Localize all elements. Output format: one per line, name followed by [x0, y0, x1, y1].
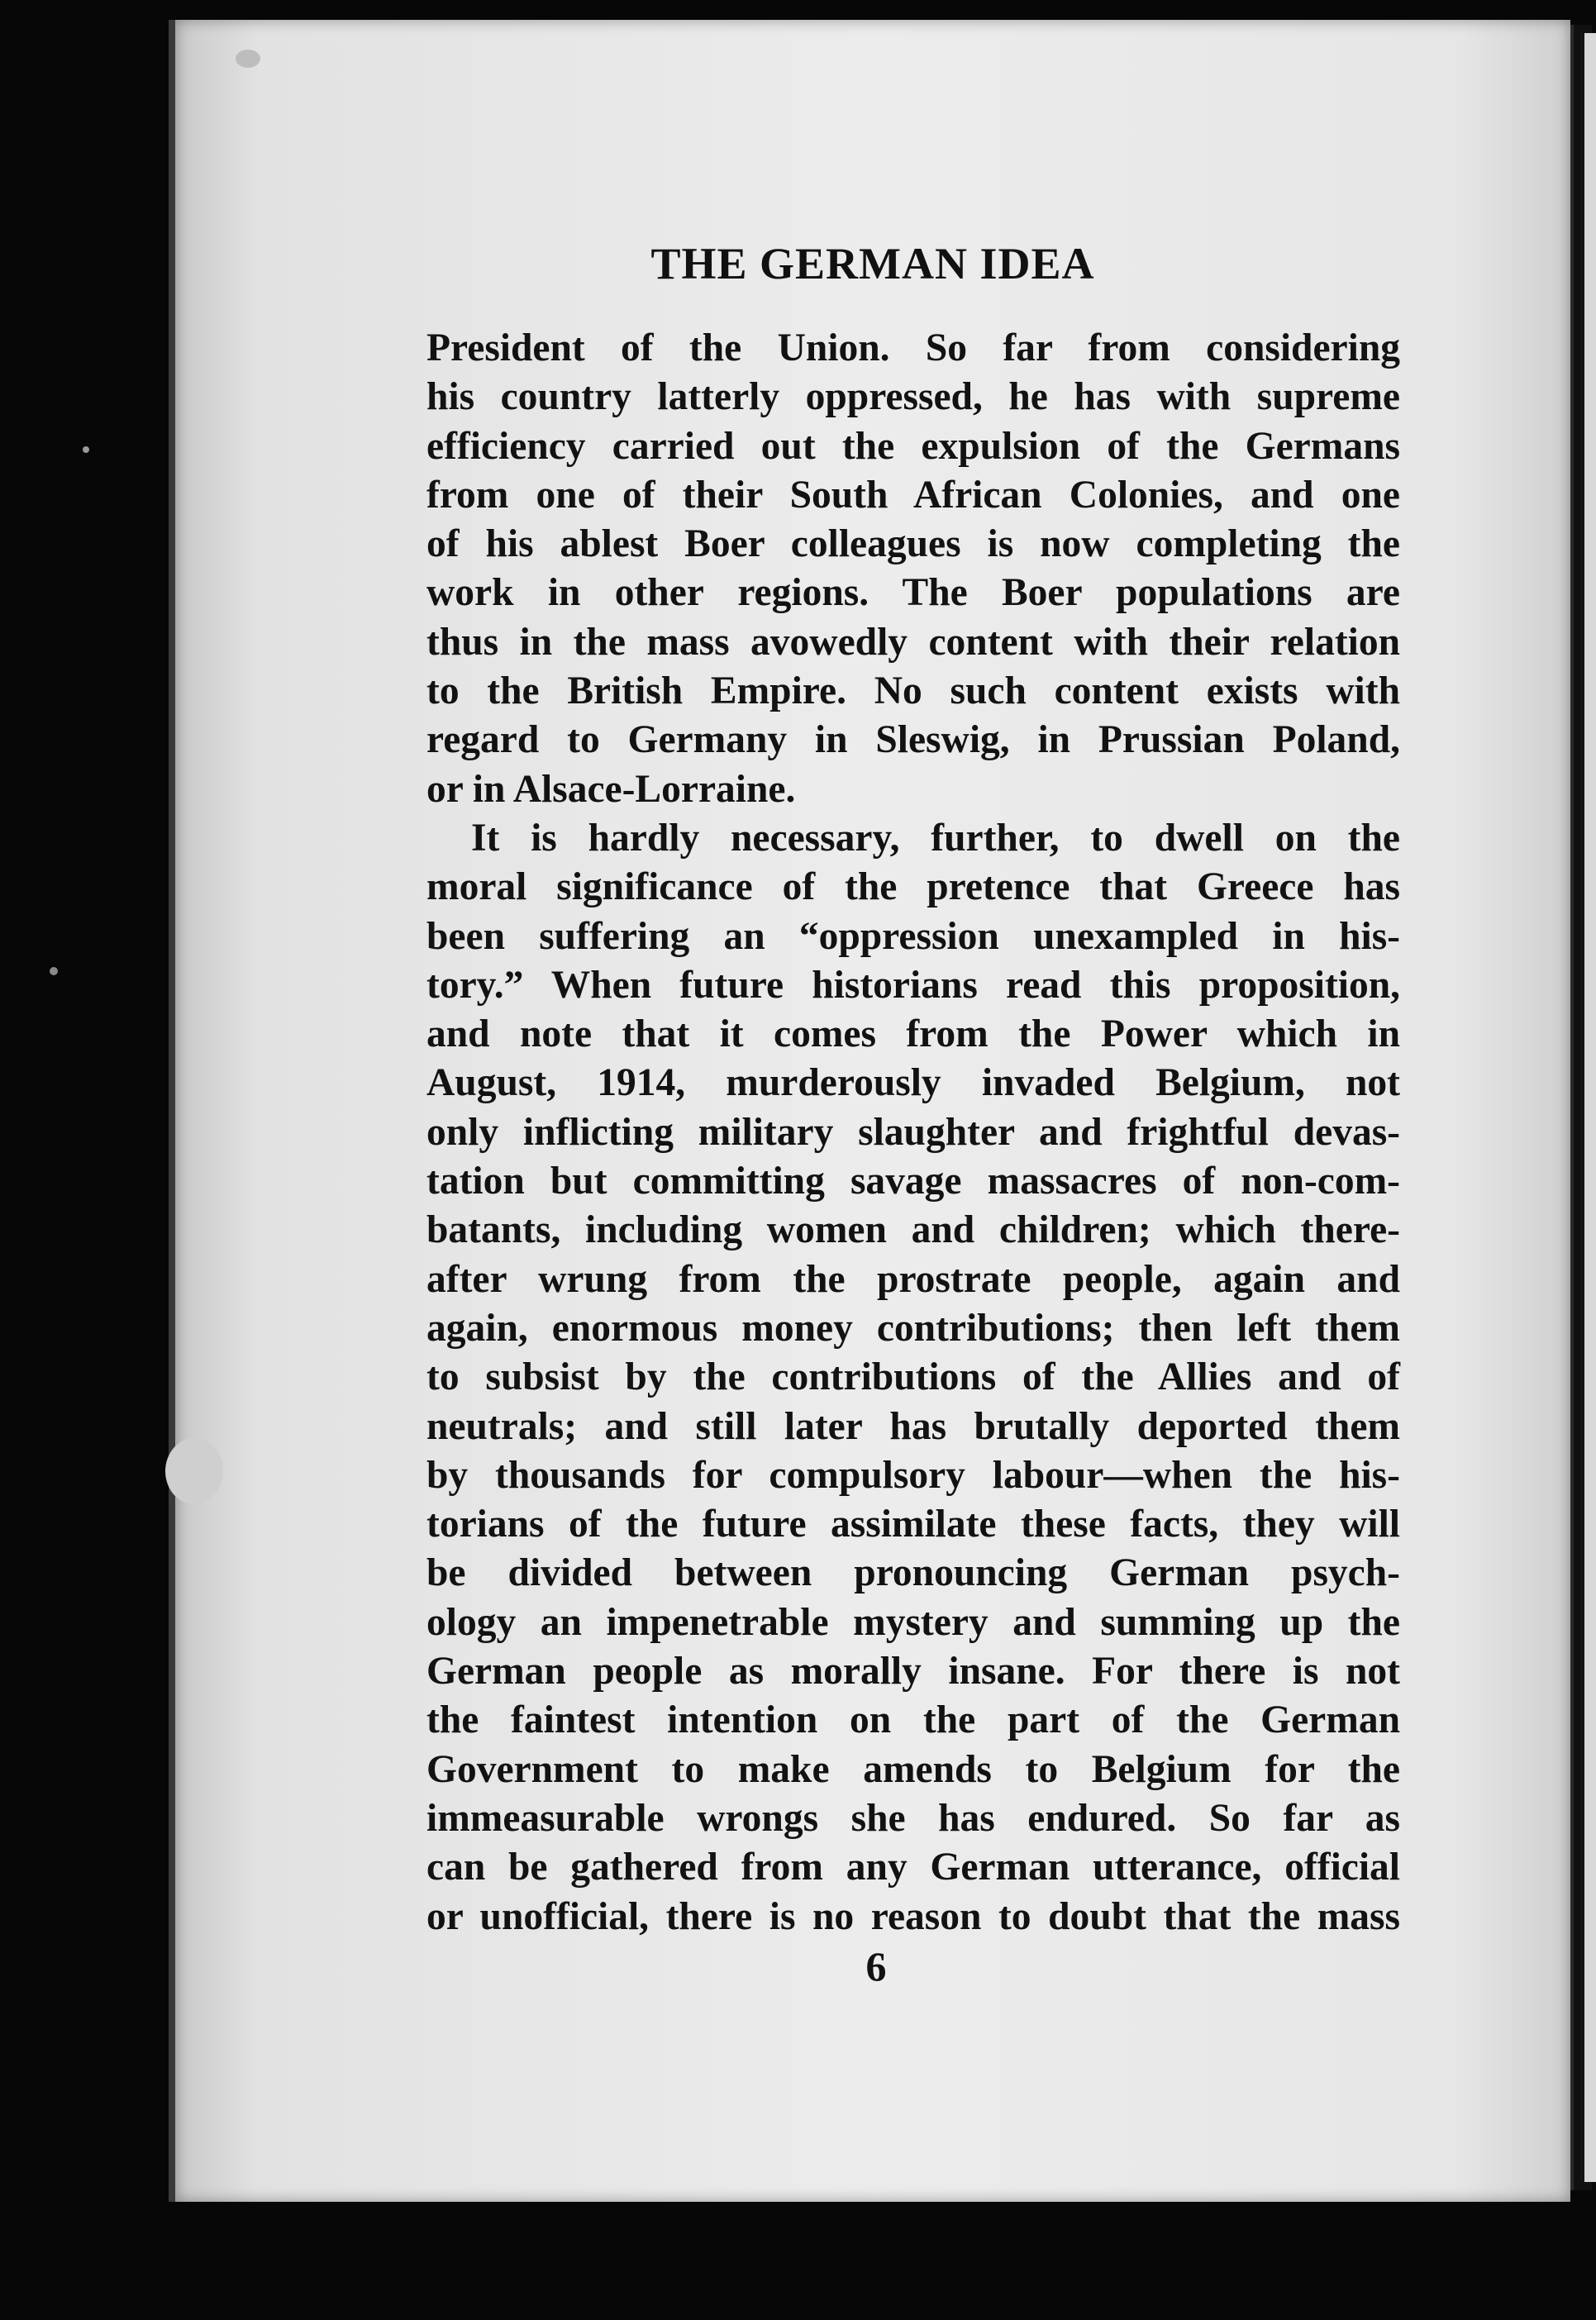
- text-line: been suffering an “oppression unexampled in his-: [426, 914, 1400, 958]
- text-line: ology an impenetrable mystery and summing up the: [426, 1600, 1400, 1644]
- text-line: his country latterly oppressed, he has with supreme: [426, 375, 1400, 419]
- text-line: torians of the future assimilate these facts, they will: [426, 1503, 1400, 1546]
- text-line: to the British Empire. No such content exists with: [426, 669, 1400, 713]
- text-line: batants, including women and children; which there-: [426, 1208, 1400, 1252]
- running-head: THE GERMAN IDEA: [650, 239, 1095, 288]
- text-line: only inflicting military slaughter and frightful devas-: [426, 1110, 1400, 1154]
- text-line: efficiency carried out the expulsion of the Germans: [426, 424, 1400, 468]
- text-line: work in other regions. The Boer populations are: [426, 571, 1400, 615]
- page-number: 6: [865, 1943, 887, 1989]
- text-line: and note that it comes from the Power which in: [426, 1012, 1400, 1056]
- text-line: It is hardly necessary, further, to dwell on the: [471, 816, 1400, 860]
- text-line: after wrung from the prostrate people, again and: [426, 1257, 1400, 1301]
- text-line: German people as morally insane. For there is not: [426, 1650, 1400, 1694]
- scan-speck: [50, 967, 58, 975]
- text-line: of his ablest Boer colleagues is now completing the: [426, 522, 1400, 566]
- text-line: President of the Union. So far from considering: [426, 326, 1400, 369]
- text-line: regard to Germany in Sleswig, in Prussian Poland,: [426, 718, 1400, 762]
- text-line: from one of their South African Colonies, and one: [426, 473, 1400, 517]
- text-line: thus in the mass avowedly content with their relation: [426, 620, 1400, 664]
- text-line: tation but committing savage massacres of non-com-: [426, 1160, 1400, 1203]
- text-line: neutrals; and still later has brutally deported them: [426, 1404, 1400, 1448]
- text-line: be divided between pronouncing German psych-: [426, 1551, 1400, 1595]
- text-line: tory.” When future historians read this proposition,: [426, 963, 1400, 1007]
- body-text: [426, 324, 1400, 1941]
- adjacent-page-edge: [1580, 33, 1596, 2182]
- text-line: or in Alsace-Lorraine.: [426, 767, 796, 811]
- scan-speck: [236, 50, 260, 68]
- scan-speck: [165, 1438, 223, 1504]
- text-line: Government to make amends to Belgium for the: [426, 1747, 1400, 1791]
- text-line: or unofficial, there is no reason to doubt that the mass: [426, 1894, 1400, 1938]
- text-line: again, enormous money contributions; then left them: [426, 1306, 1400, 1350]
- text-line: the faintest intention on the part of the German: [426, 1698, 1400, 1742]
- text-line: can be gathered from any German utterance, official: [426, 1846, 1400, 1889]
- text-line: August, 1914, murderously invaded Belgium, not: [426, 1061, 1400, 1105]
- text-line: to subsist by the contributions of the Allies and of: [426, 1355, 1400, 1399]
- scan-speck: [83, 446, 89, 453]
- text-line: moral significance of the pretence that Greece has: [426, 865, 1400, 909]
- text-line: immeasurable wrongs she has endured. So far as: [426, 1796, 1400, 1840]
- text-line: by thousands for compulsory labour—when the his-: [426, 1453, 1400, 1497]
